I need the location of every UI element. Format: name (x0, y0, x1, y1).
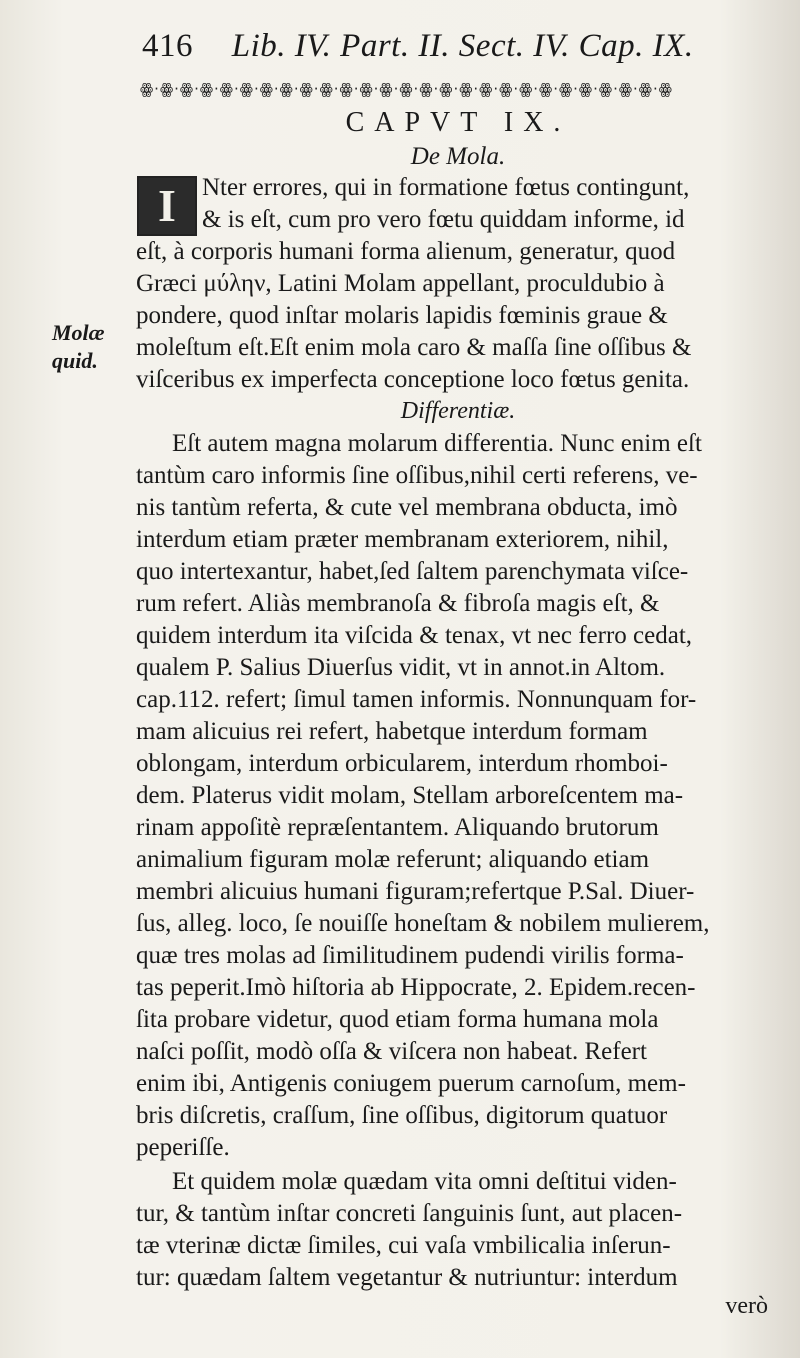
text-line: mam alicuius rei refert, habetque interdum formam (136, 718, 648, 745)
running-title: Lib. IV. Part. II. Sect. IV. Cap. IX. (231, 28, 694, 64)
running-header (142, 28, 760, 65)
text-line: enim ibi, Antigenis coniugem puerum carnoſum, mem- (136, 1070, 686, 1097)
margin-note-line-1: Molæ (52, 320, 105, 345)
text-line: peperiſſe. (136, 1134, 230, 1161)
text-line: ſita probare videtur, quod etiam forma humana mola (136, 1006, 659, 1033)
text-line: interdum etiam præter membranam exteriorem, nihil, (136, 526, 669, 553)
text-line: Et quidem molæ quædam vita omni deſtitui viden- (172, 1168, 677, 1195)
chapter-title: CAPVT IX. (345, 107, 571, 138)
text-line: bris diſcretis, craſſum, ſine oſſibus, digitorum quatuor (136, 1102, 668, 1129)
text-line: membri alicuius humani figuram;refertque P.Sal. Diuer- (136, 878, 695, 905)
text-line: quæ tres molas ad ſimilitudinem pudendi virilis forma- (136, 942, 684, 969)
text-line: & is eſt, cum pro vero fœtu quiddam informe, id (202, 206, 685, 233)
text-line: tas peperit.Imò hiſtoria ab Hippocrate, 2. Epidem.recen- (136, 974, 696, 1001)
decorated-initial: I (137, 176, 197, 236)
text-line: qualem P. Salius Diuerſus vidit, vt in annot.in Altom. (136, 654, 666, 681)
text-line: dem. Platerus vidit molam, Stellam arboreſcentem ma- (136, 782, 684, 809)
text-line: cap.112. refert; ſimul tamen informis. Nonnunquam for- (136, 686, 697, 713)
chapter-subtitle: De Mola. (410, 143, 506, 170)
text-line: Nter errores, qui in formatione fœtus contingunt, (202, 174, 690, 201)
text-line: Græci μύλην, Latini Molam appellant, proculdubio à (136, 270, 665, 297)
text-line: quidem interdum ita viſcida & tenax, vt nec ferro cedat, (136, 622, 693, 649)
text-line: eſt, à corporis humani forma alienum, generatur, quod (136, 238, 676, 265)
text-line: tur, & tantùm inſtar concreti ſanguinis ſunt, aut placen- (136, 1200, 683, 1227)
catchword: verò (725, 1293, 768, 1319)
margin-note-line-2: quid. (52, 348, 98, 373)
section-heading: Differentiæ. (400, 398, 516, 424)
text-line: rinam appoſitè repræſentantem. Aliquando brutorum (136, 814, 659, 841)
text-line: oblongam, interdum orbicularem, interdum rhomboi- (136, 750, 668, 777)
text-line: moleſtum eſt.Eſt enim mola caro & maſſa ſine oſſibus & (136, 334, 692, 361)
text-line: viſceribus ex imperfecta conceptione loco fœtus genita. (136, 366, 690, 393)
text-line: rum refert. Aliàs membranoſa & fibroſa magis eſt, & (136, 590, 660, 617)
text-line: Eſt autem magna molarum differentia. Nunc enim eſt (172, 430, 702, 457)
text-line: pondere, quod inſtar molaris lapidis fœminis graue & (136, 302, 668, 329)
text-line: ſus, alleg. loco, ſe nouiſſe honeſtam & nobilem mulierem, (136, 910, 710, 937)
text-line: quo intertexantur, habet,ſed ſaltem parenchymata viſce- (136, 558, 689, 585)
text-line: tæ vterinæ dictæ ſimiles, cui vaſa vmbilicalia inſerun- (136, 1232, 671, 1259)
decorative-ornament-band: ꙮ·ꙮ·ꙮ·ꙮ·ꙮ·ꙮ·ꙮ·ꙮ·ꙮ·ꙮ·ꙮ·ꙮ·ꙮ·ꙮ·ꙮ·ꙮ·ꙮ·ꙮ·ꙮ·ꙮ·ꙮ·ꙮ·ꙮ·ꙮ·ꙮ·ꙮ·ꙮ (140, 80, 673, 98)
text-line: tantùm caro informis ſine oſſibus,nihil certi referens, ve- (136, 462, 698, 489)
text-line: animalium figuram molæ referunt; aliquando etiam (136, 846, 650, 873)
text-line: naſci poſſit, modò oſſa & viſcera non habeat. Refert (136, 1038, 647, 1065)
page-number: 416 (142, 28, 193, 64)
text-line: tur: quædam ſaltem vegetantur & nutriuntur: interdum (136, 1264, 678, 1291)
text-line: nis tantùm referta, & cute vel membrana obducta, imò (136, 494, 678, 521)
